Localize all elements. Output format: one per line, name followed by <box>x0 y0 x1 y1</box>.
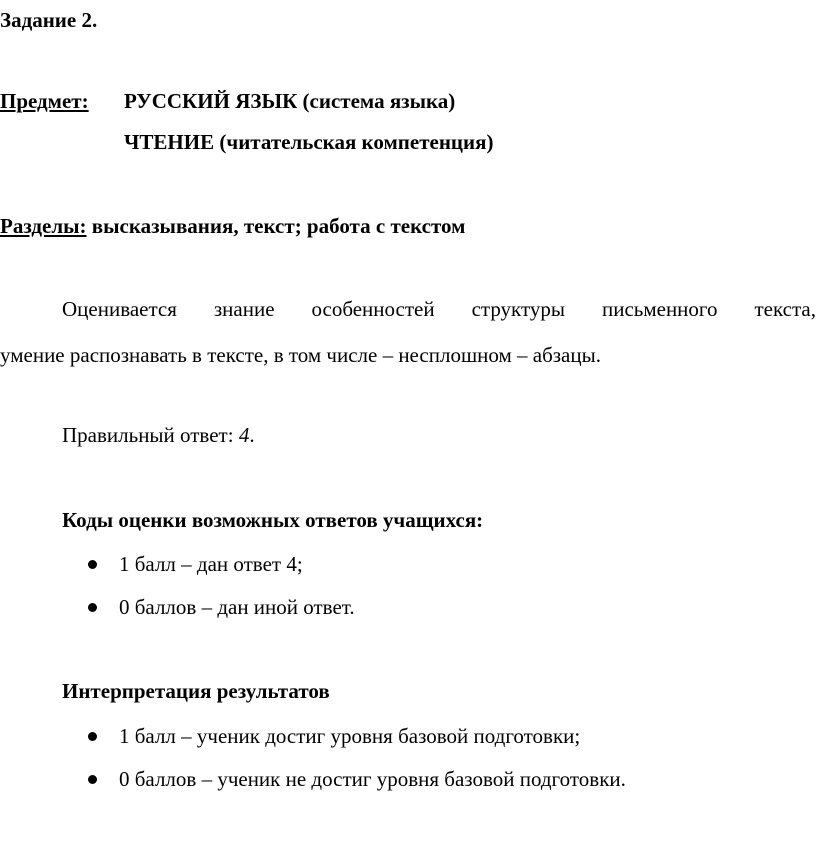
list-item <box>88 767 626 792</box>
correct-answer-label: Правильный ответ: <box>62 423 239 447</box>
description-line-1: Оценивается знание особенностей структуры письменного текста, <box>62 297 816 321</box>
code-item-text: 1 балл – дан ответ 4; <box>119 552 303 576</box>
correct-answer-row <box>62 423 255 448</box>
description-line-2: умение распознавать в тексте, в том числе – несплошном – абзацы. <box>0 343 601 368</box>
interpretation-item-text: 0 баллов – ученик не достиг уровня базовой подготовки. <box>119 767 626 791</box>
subject-value-reading: ЧТЕНИЕ (читательская компетенция) <box>124 130 494 154</box>
correct-answer-value: 4 <box>238 423 250 447</box>
subject-label: Предмет: <box>0 89 89 113</box>
list-item <box>88 724 580 749</box>
sections-row <box>0 214 465 239</box>
codes-heading: Коды оценки возможных ответов учащихся: <box>62 508 484 532</box>
bullet-icon <box>88 560 97 569</box>
interpretation-heading: Интерпретация результатов <box>62 679 330 703</box>
code-item-text: 0 баллов – дан иной ответ. <box>119 595 355 619</box>
interpretation-item-text: 1 балл – ученик достиг уровня базовой подготовки; <box>119 724 581 748</box>
list-item <box>88 595 355 620</box>
bullet-icon <box>88 732 97 741</box>
bullet-icon <box>88 775 97 784</box>
task-title: Задание 2. <box>0 8 98 32</box>
description-paragraph <box>0 297 816 368</box>
list-item <box>88 552 303 577</box>
sections-value: высказывания, текст; работа с текстом <box>91 214 466 238</box>
correct-answer-suffix: . <box>249 423 255 447</box>
subject-value-language: РУССКИЙ ЯЗЫК (система языка) <box>124 89 456 113</box>
sections-label: Разделы: <box>0 214 87 238</box>
bullet-icon <box>88 603 97 612</box>
